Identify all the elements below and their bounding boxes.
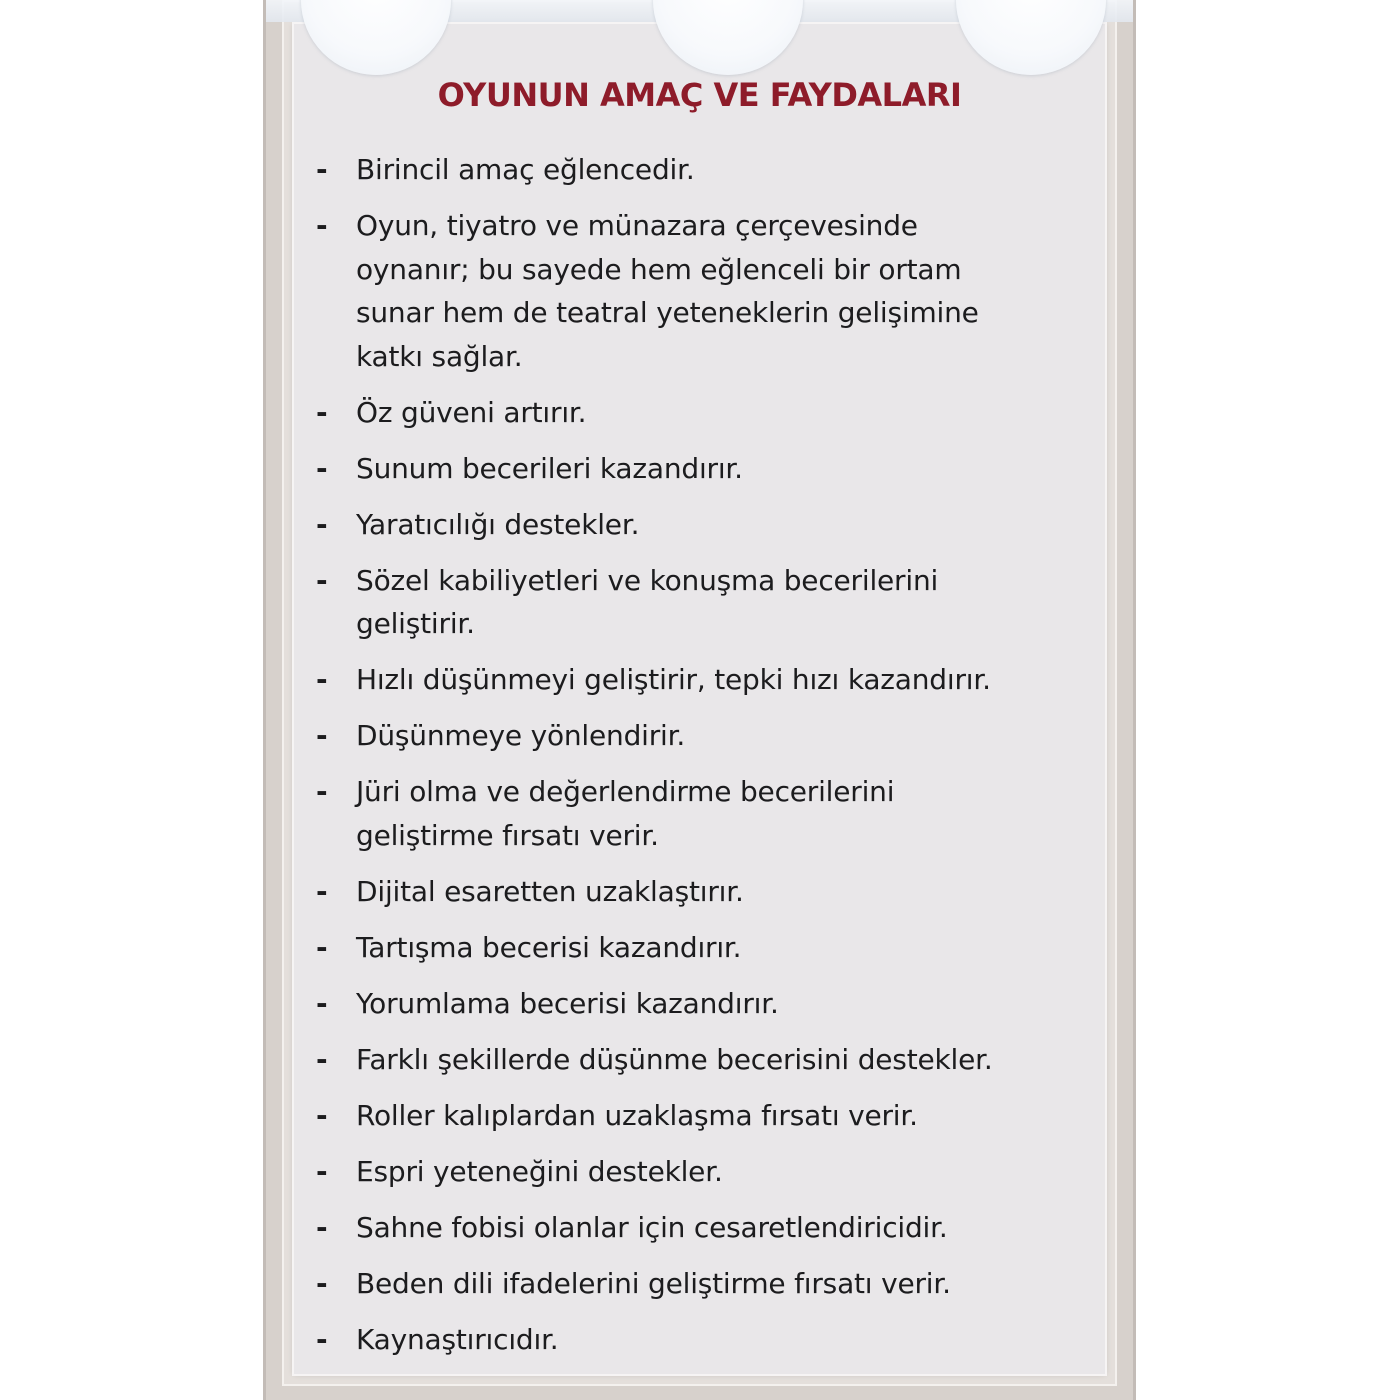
list-item-line: Kaynaştırıcıdır. <box>356 1322 559 1356</box>
list-item-line: geliştirir. <box>356 607 475 640</box>
list-item-text <box>356 770 1106 857</box>
list-item-line: Jüri olma ve değerlendirme becerilerini <box>356 775 895 808</box>
bullet-dash: - <box>316 930 328 964</box>
list-item <box>316 148 1106 192</box>
list-item-text <box>356 1206 1106 1250</box>
list-item <box>316 447 1106 491</box>
list-item-text <box>356 1262 1106 1306</box>
list-item-line: Sahne fobisi olanlar için cesaretlendiricidir. <box>356 1210 948 1244</box>
list-item-text <box>356 1318 1106 1362</box>
list-item-line: Yaratıcılığı destekler. <box>356 507 640 541</box>
list-item-text <box>356 447 1106 491</box>
list-item-text <box>356 204 1106 378</box>
list-item-line: Dijital esaretten uzaklaştırır. <box>356 874 744 908</box>
list-item <box>316 1262 1106 1306</box>
list-item-line: katkı sağlar. <box>356 339 523 373</box>
bullet-dash: - <box>316 563 328 597</box>
bullet-dash: - <box>316 507 328 541</box>
bullet-dash: - <box>316 451 328 485</box>
bullet-dash: - <box>316 1210 328 1244</box>
list-item-line: Yorumlama becerisi kazandırır. <box>356 986 779 1020</box>
bullet-dash: - <box>316 1154 328 1188</box>
list-item <box>316 204 1106 378</box>
list-item-line: Sözel kabiliyetleri ve konuşma becerilerini <box>356 563 939 597</box>
list-item <box>316 1038 1106 1082</box>
bullet-dash: - <box>316 775 328 808</box>
list-item-line: Farklı şekillerde düşünme becerisini destekler. <box>356 1042 993 1076</box>
bullet-dash: - <box>316 874 328 908</box>
bullet-dash: - <box>316 1322 328 1356</box>
list-item-text <box>356 391 1106 435</box>
page-title: OYUNUN AMAÇ VE FAYDALARI <box>437 76 962 114</box>
bullet-dash: - <box>316 986 328 1020</box>
list-item <box>316 1318 1106 1362</box>
list-item <box>316 1150 1106 1194</box>
list-item <box>316 714 1106 758</box>
list-item <box>316 658 1106 702</box>
list-item-line: Espri yeteneğini destekler. <box>356 1154 723 1188</box>
list-item <box>316 1094 1106 1138</box>
bullet-dash: - <box>316 153 328 186</box>
bullet-dash: - <box>316 719 328 752</box>
list-item-line: Beden dili ifadelerini geliştirme fırsatı verir. <box>356 1266 951 1300</box>
list-item-line: Tartışma becerisi kazandırır. <box>356 930 742 964</box>
list-item-line: oynanır; bu sayede hem eğlenceli bir ortam <box>356 252 962 286</box>
list-item <box>316 926 1106 970</box>
list-item-line: Roller kalıplardan uzaklaşma fırsatı verir. <box>356 1098 918 1132</box>
bullet-dash: - <box>316 1042 328 1076</box>
list-item-line: Öz güveni artırır. <box>356 395 587 429</box>
list-item-text <box>356 714 1106 758</box>
bullet-dash: - <box>316 1098 328 1132</box>
list-item-text <box>356 982 1106 1026</box>
list-item <box>316 503 1106 547</box>
list-item-text <box>356 926 1106 970</box>
list-item <box>316 559 1106 646</box>
list-item <box>316 770 1106 857</box>
list-item-text <box>356 1038 1106 1082</box>
list-item-line: Düşünmeye yönlendirir. <box>356 719 686 752</box>
list-item-line: Hızlı düşünmeyi geliştirir, tepki hızı kazandırır. <box>356 663 991 696</box>
list-item <box>316 1206 1106 1250</box>
list-item-text <box>356 559 1106 646</box>
list-item <box>316 870 1106 914</box>
list-item-text <box>356 870 1106 914</box>
benefits-list <box>316 148 1106 1374</box>
list-item-text <box>356 503 1106 547</box>
bullet-dash: - <box>316 663 328 696</box>
list-item-text <box>356 1150 1106 1194</box>
list-item <box>316 982 1106 1026</box>
bullet-dash: - <box>316 1266 328 1300</box>
list-item <box>316 391 1106 435</box>
list-item-line: geliştirme fırsatı verir. <box>356 818 659 852</box>
list-item-line: Sunum becerileri kazandırır. <box>356 451 743 485</box>
list-item-text <box>356 1094 1106 1138</box>
list-item-line: sunar hem de teatral yeteneklerin gelişimine <box>356 296 979 329</box>
list-item-line: Birincil amaç eğlencedir. <box>356 153 695 186</box>
list-item-line: Oyun, tiyatro ve münazara çerçevesinde <box>356 209 918 242</box>
list-item-text <box>356 148 1106 192</box>
list-item-text <box>356 658 1106 702</box>
bullet-dash: - <box>316 395 328 429</box>
bullet-dash: - <box>316 209 328 242</box>
